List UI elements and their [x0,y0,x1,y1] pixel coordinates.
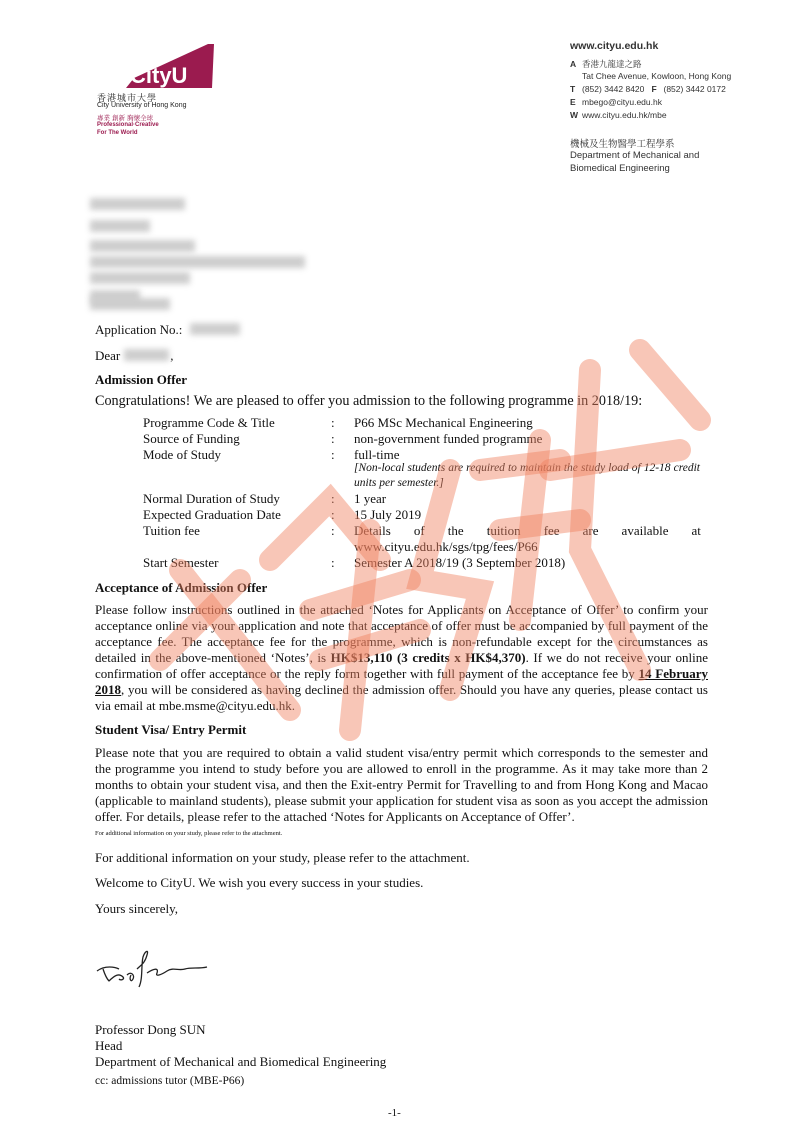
mode-note: [Non-local students are required to maintain the study load of 12-18 credit units per semester.] [354,462,700,489]
acceptance-paragraph [95,602,708,714]
colon: : [331,507,335,522]
tuition-word: tuition [486,523,521,538]
tiny-note: For additional information on your study, please refer to the attachment. [95,830,283,837]
redacted-application-number [190,323,240,335]
visa-heading: Student Visa/ Entry Permit [95,722,247,737]
tuition-url[interactable]: www.cityu.edu.hk/sgs/tpg/fees/P66 [354,539,538,554]
start-semester-label: Start Semester [143,555,219,570]
duration-value: 1 year [354,491,387,506]
web-key: W [570,110,579,120]
colon: : [331,555,335,570]
duration-label: Normal Duration of Study [143,491,280,506]
dept-name-en-1: Department of Mechanical and [570,150,700,161]
logo-wordmark: CityU [130,63,188,88]
programme-code-label: Programme Code & Title [143,415,275,430]
logo-tagline-en-2: For The World [97,130,138,136]
fax-value: (852) 3442 0172 [663,84,726,94]
fax-key: F [651,84,657,94]
colon: : [331,491,335,506]
tuition-word: Details [354,523,391,538]
acceptance-text-1: Please follow instructions outlined in the attached ‘Notes for Applicants on Acceptance of Offer’ to confirm your acceptance online via your application and note that acceptance of offer must be accompanied by full payment of the acceptance fee. The acceptance fee for the programme, which is non-refundable except for the circumstances as detailed in the above-mentioned ‘Notes’, is [95,602,708,665]
logo-name-en: City University of Hong Kong [97,102,187,109]
closing: Yours sincerely, [95,901,179,916]
congratulations-text: Congratulations! We are pleased to offer you admission to the following programme in 2018/19: [95,393,643,409]
offer-heading: Admission Offer [95,372,188,387]
additional-info: For additional information on your study, please refer to the attachment. [95,850,470,865]
acceptance-text-3: , you will be considered as having declined the admission offer. Should you have any queries, please contact us via email at mbe.msme@cityu.edu.hk. [95,682,708,713]
tel-value: (852) 3442 8420 [582,84,645,94]
colon: : [331,523,335,538]
tuition-word: are [582,523,599,538]
redacted-address-line [90,240,195,252]
acceptance-text-2: . If we do not receive your online confirmation of offer acceptance or the reply form together with full payment of the acceptance fee by [95,650,708,681]
tuition-word: fee [543,523,560,538]
header-email-line [570,97,662,107]
tuition-word: at [691,523,701,538]
dear-suffix: , [170,348,174,363]
acceptance-deadline: 14 February 2018 [95,666,708,697]
signer-name: Professor Dong SUN [95,1022,206,1037]
tuition-text-row [354,523,701,539]
graduation-label: Expected Graduation Date [143,507,281,522]
tuition-word: of [413,523,425,538]
funding-value: non-government funded programme [354,431,543,446]
page-number: -1- [388,1107,401,1119]
visa-paragraph: Please note that you are required to obtain a valid student visa/entry permit which corresponds to the semester and the programme you intend to study before you are allowed to enroll in the programme. As it may take more than 2 months to obtain your student visa, and then the Exit-entry Permit for Travelling to and from Hong Kong and Macao (applicable to mainland students), please submit your application for student visa as soon as you accept the admission offer. For details, please refer to the attached ‘Notes for Applicants on Acceptance of Offer’. [95,745,708,824]
mode-value: full-time [354,447,400,462]
logo-tagline-cn: 專業 創新 胸懷全球 [97,114,154,122]
graduation-value: 15 July 2019 [354,507,422,522]
start-semester-value: Semester A 2018/19 (3 September 2018) [354,555,566,570]
logo-tagline-en-1: Professional·Creative [97,122,159,128]
address-en: Tat Chee Avenue, Kowloon, Hong Kong [582,71,732,81]
acceptance-heading: Acceptance of Admission Offer [95,580,268,595]
dept-name-cn: 機械及生物醫學工程學系 [570,139,675,150]
header-website[interactable]: www.cityu.edu.hk [570,40,659,52]
application-number-line [95,322,182,338]
redacted-address-line [90,298,170,310]
logo-name-cn: 香港城市大學 [97,94,158,104]
funding-label: Source of Funding [143,431,240,446]
application-label: Application No.: [95,322,183,337]
redacted-address-line [90,272,190,284]
header-email[interactable]: mbego@cityu.edu.hk [582,97,662,107]
redacted-recipient [124,349,169,361]
redacted-address-line [90,256,305,268]
acceptance-fee: HK$13,110 (3 credits x HK$4,370) [330,650,526,665]
email-key: E [570,97,576,107]
tuition-word: available [621,523,669,538]
tuition-word: the [447,523,464,538]
mode-label: Mode of Study [143,447,221,462]
dear-label: Dear [95,348,121,363]
cc-line: cc: admissions tutor (MBE-P66) [95,1075,245,1087]
header-web-line [570,110,667,120]
colon: : [331,447,335,462]
header-phone-line [570,84,726,94]
signature-icon [95,945,215,990]
redacted-address-line [90,220,150,232]
header-address-cn-line [570,58,642,70]
signer-department: Department of Mechanical and Biomedical Engineering [95,1054,387,1069]
welcome-text: Welcome to CityU. We wish you every success in your studies. [95,875,424,890]
programme-code-value: P66 MSc Mechanical Engineering [354,415,533,430]
address-key: A [570,59,577,69]
colon: : [331,431,335,446]
dept-name-en-2: Biomedical Engineering [570,163,670,174]
tel-key: T [570,84,576,94]
header-dept-web[interactable]: www.cityu.edu.hk/mbe [582,110,667,120]
redacted-recipient-name [90,198,185,210]
colon: : [331,415,335,430]
tuition-label: Tuition fee [143,523,200,538]
signer-title: Head [95,1038,123,1053]
address-cn: 香港九龍達之路 [582,59,642,69]
